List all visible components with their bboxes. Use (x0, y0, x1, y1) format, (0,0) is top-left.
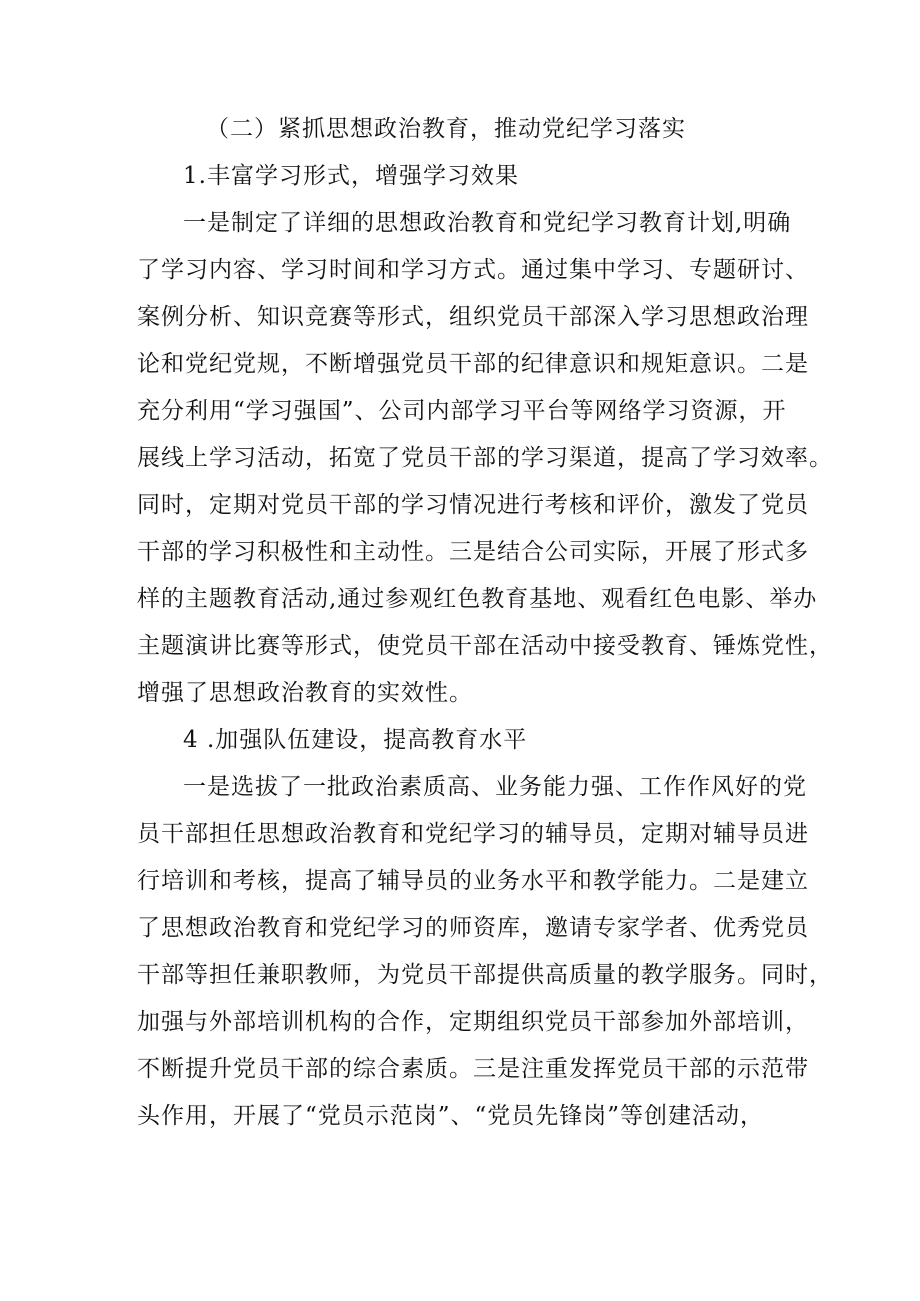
paragraph-line: 了学习内容、学习时间和学习方式。通过集中学习、专题研讨、 (137, 257, 809, 283)
paragraph-line: 行培训和考核，提高了辅导员的业务水平和教学能力。二是建立 (137, 868, 809, 894)
document-body (137, 106, 833, 1140)
subsection-heading-1: 1.丰富学习形式，增强学习效果 (183, 163, 519, 189)
paragraph-line: 干部的学习积极性和主动性。三是结合公司实际，开展了形式多 (137, 539, 809, 565)
paragraph-line: 充分利用“学习强国”、公司内部学习平台等网络学习资源，开 (137, 398, 787, 424)
paragraph-line: 论和党纪党规，不断增强党员干部的纪律意识和规矩意识。二是 (137, 351, 809, 377)
paragraph-line: 不断提升党员干部的综合素质。三是注重发挥党员干部的示范带 (137, 1056, 809, 1082)
paragraph-line: 了思想政治教育和党纪学习的师资库，邀请专家学者、优秀党员 (137, 915, 809, 941)
paragraph-line: 同时，定期对党员干部的学习情况进行考核和评价，激发了党员 (137, 492, 809, 518)
section-heading: （二）紧抓思想政治教育，推动党纪学习落实 (206, 116, 686, 142)
paragraph-line: 案例分析、知识竞赛等形式，组织党员干部深入学习思想政治理 (137, 304, 809, 330)
subsection-heading-4: 4 .加强队伍建设，提高教育水平 (183, 727, 528, 753)
paragraph-line: 主题演讲比赛等形式，使党员干部在活动中接受教育、锤炼党性， (137, 633, 833, 659)
paragraph-line: 一是选拔了一批政治素质高、业务能力强、工作作风好的党 (183, 774, 807, 800)
paragraph-line: 头作用，开展了“党员示范岗”、“党员先锋岗”等创建活动， (137, 1103, 765, 1129)
paragraph-line: 增强了思想政治教育的实效性。 (137, 680, 473, 706)
paragraph-line: 干部等担任兼职教师，为党员干部提供高质量的教学服务。同时， (137, 962, 833, 988)
paragraph-line: 加强与外部培训机构的合作，定期组织党员干部参加外部培训， (137, 1009, 809, 1035)
paragraph-line: 一是制定了详细的思想政治教育和党纪学习教育计划,明确 (183, 210, 792, 236)
paragraph-line: 展线上学习活动，拓宽了党员干部的学习渠道，提高了学习效率。 (137, 445, 833, 471)
paragraph-line: 样的主题教育活动,通过参观红色教育基地、观看红色电影、举办 (137, 586, 818, 612)
paragraph-line: 员干部担任思想政治教育和党纪学习的辅导员，定期对辅导员进 (137, 821, 809, 847)
